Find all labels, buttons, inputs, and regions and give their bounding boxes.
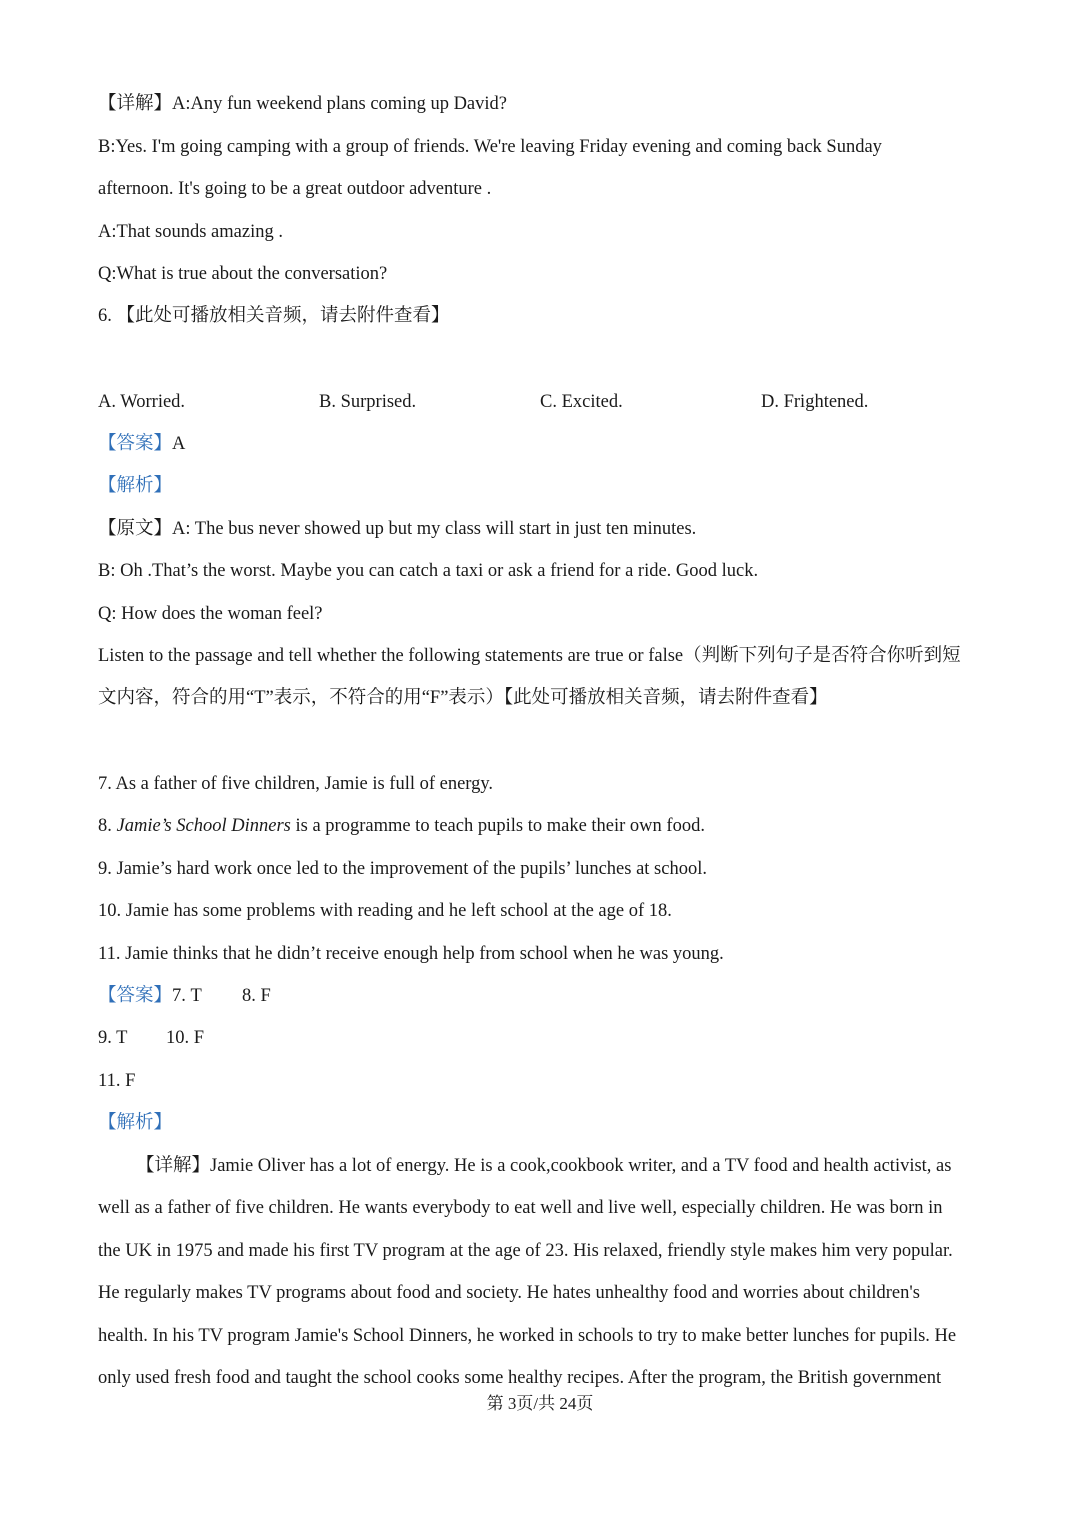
dialogue-line: afternoon. It's going to be a great outdoor adventure . — [98, 179, 492, 199]
paragraph-line: well as a father of five children. He wants everybody to eat well and live well, especially children. He was born in — [98, 1198, 943, 1218]
audio-note: 【此处可播放相关音频，请去附件查看】 — [116, 306, 450, 326]
statement-10: 10. Jamie has some problems with reading and he left school at the age of 18. — [98, 901, 672, 921]
analysis-tag: 【解析】 — [98, 1113, 173, 1133]
page-number: 第 3页/共 24页 — [486, 1394, 594, 1413]
dialogue-line: B:Yes. I'm going camping with a group of friends. We're leaving Friday evening and coming back Sunday — [98, 137, 882, 157]
dialogue-line: A:Any fun weekend plans coming up David? — [172, 94, 507, 114]
question-number: 6. — [98, 306, 112, 326]
answer-line — [98, 432, 185, 456]
statement-8 — [98, 814, 705, 838]
dialogue-line: A:That sounds amazing . — [98, 222, 283, 242]
statement-9: 9. Jamie’s hard work once led to the improvement of the pupils’ lunches at school. — [98, 859, 707, 879]
option-a: A. Worried. — [98, 392, 186, 412]
option-c: C. Excited. — [540, 392, 623, 412]
answers-line-1 — [98, 984, 202, 1008]
answer-7: 7. T — [172, 986, 202, 1006]
instruction-line-1: Listen to the passage and tell whether the following statements are true or false（判断下列句子是否符合你听到短 — [98, 646, 961, 666]
paragraph-line: He regularly makes TV programs about food and society. He hates unhealthy food and worries about children's — [98, 1283, 920, 1303]
statement-text: is a programme to teach pupils to make their own food. — [290, 816, 705, 836]
programme-title: Jamie’s School Dinners — [116, 816, 291, 836]
instruction-line-2: 文内容，符合的用“T”表示，不符合的用“F”表示）【此处可播放相关音频，请去附件查看】 — [98, 688, 828, 708]
question-6 — [98, 304, 450, 328]
detail-tag: 【详解】 — [98, 94, 173, 114]
detail-tag: 【详解】 — [136, 1156, 211, 1176]
original-line-3: Q: How does the woman feel? — [98, 604, 323, 624]
option-d: D. Frightened. — [761, 392, 869, 412]
answer-tag: 【答案】 — [98, 986, 173, 1006]
answer-11: 11. F — [98, 1071, 136, 1091]
detail-paragraph-line-1 — [136, 1154, 951, 1178]
paragraph-line: only used fresh food and taught the school cooks some healthy recipes. After the program, the British government — [98, 1368, 942, 1388]
statement-11: 11. Jamie thinks that he didn’t receive enough help from school when he was young. — [98, 944, 724, 964]
statement-number: 8. — [98, 816, 117, 836]
original-line-1 — [98, 517, 696, 541]
original-text: A: The bus never showed up but my class will start in just ten minutes. — [172, 519, 697, 539]
statement-7: 7. As a father of five children, Jamie is full of energy. — [98, 774, 494, 794]
answer-tag: 【答案】 — [98, 434, 173, 454]
original-tag: 【原文】 — [98, 519, 173, 539]
paragraph-line: health. In his TV program Jamie's School Dinners, he worked in schools to try to make better lunches for pupils. He — [98, 1326, 957, 1346]
analysis-tag: 【解析】 — [98, 476, 173, 496]
option-b: B. Surprised. — [319, 392, 417, 412]
answer-10: 10. F — [166, 1028, 205, 1048]
original-line-2: B: Oh .That’s the worst. Maybe you can catch a taxi or ask a friend for a ride. Good luck. — [98, 561, 759, 581]
paragraph-text: Jamie Oliver has a lot of energy. He is a cook,cookbook writer, and a TV food and health activist, as — [210, 1156, 952, 1176]
question-line: Q:What is true about the conversation? — [98, 264, 388, 284]
answer-8: 8. F — [242, 986, 271, 1006]
detail-line-1 — [98, 92, 507, 116]
answer-value: A — [172, 434, 186, 454]
paragraph-line: the UK in 1975 and made his first TV program at the age of 23. His relaxed, friendly style makes him very popular. — [98, 1241, 953, 1261]
answer-9: 9. T — [98, 1028, 128, 1048]
